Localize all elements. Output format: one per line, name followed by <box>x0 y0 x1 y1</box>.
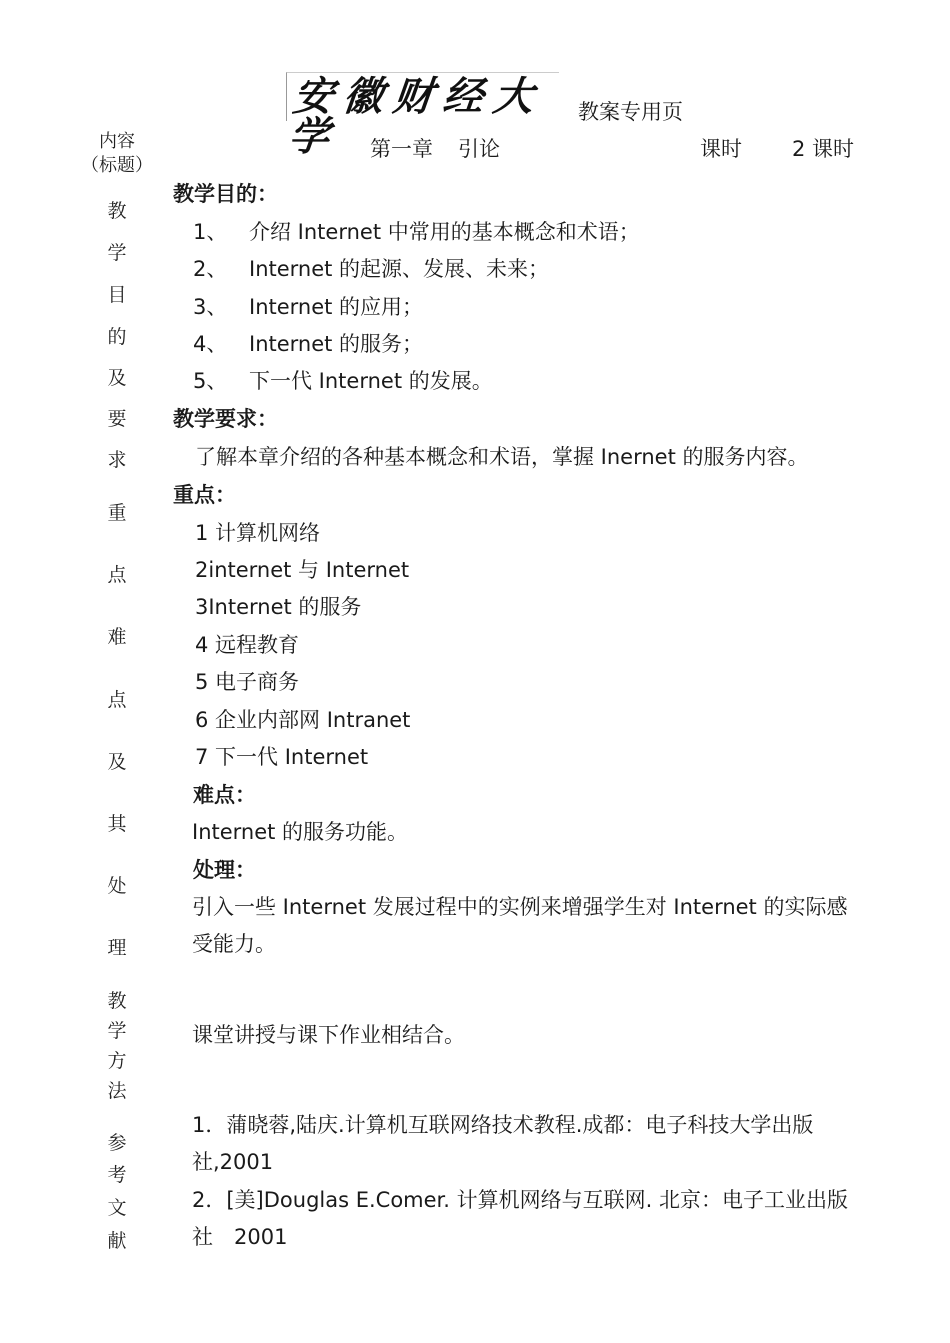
chapter-number: 第一章 <box>370 137 433 161</box>
sidebar-char: 法 <box>107 1080 127 1102</box>
sidebar-char: 文 <box>107 1197 127 1219</box>
sidebar-char: 求 <box>107 449 127 471</box>
hours-value: 2 课时 <box>792 137 855 161</box>
objective-number: 4、 <box>193 332 228 356</box>
key-point-item: 3Internet 的服务 <box>195 595 362 619</box>
objective-text: Internet 的起源、发展、未来； <box>249 257 550 281</box>
sidebar-char: 其 <box>107 813 127 835</box>
key-point-item: 1 计算机网络 <box>195 521 321 545</box>
sidebar-char: 学 <box>107 242 127 264</box>
requirements-heading: 教学要求： <box>173 407 278 431</box>
objective-text: 下一代 Internet 的发展。 <box>249 369 493 393</box>
sidebar-char: 目 <box>107 284 127 306</box>
handling-text: 引入一些 Internet 发展过程中的实例来增强学生对 Internet 的实际感受能力。 <box>192 895 848 956</box>
sidebar-title-line: 内容 <box>99 131 135 152</box>
sidebar-char: 及 <box>107 751 127 773</box>
handling-heading: 处理： <box>193 858 256 882</box>
objective-number: 2、 <box>193 257 228 281</box>
objective-text: 介绍 Internet 中常用的基本概念和术语； <box>249 220 640 244</box>
sidebar-title-line: （标题） <box>81 155 153 176</box>
sidebar-char: 学 <box>107 1020 127 1042</box>
objective-number: 1、 <box>193 220 228 244</box>
objective-number: 3、 <box>193 295 228 319</box>
sidebar-title <box>78 130 156 178</box>
key-points-heading: 重点： <box>173 483 236 507</box>
page-type-label: 教案专用页 <box>578 100 683 124</box>
sidebar-char: 难 <box>107 626 127 648</box>
sidebar-char: 理 <box>107 937 127 959</box>
reference-item: 2．[美]Douglas E.Comer. 计算机网络与互联网. 北京：电子工业出版社 2001 <box>192 1188 848 1249</box>
objective-text: Internet 的服务； <box>249 332 424 356</box>
sidebar-char: 要 <box>107 408 127 430</box>
sidebar-char: 参 <box>107 1132 127 1154</box>
difficulties-heading: 难点： <box>193 783 256 807</box>
sidebar-char: 的 <box>107 326 127 348</box>
methods-text: 课堂讲授与课下作业相结合。 <box>192 1023 465 1047</box>
key-point-item: 6 企业内部网 Intranet <box>195 708 411 732</box>
objective-number: 5、 <box>193 369 228 393</box>
sidebar-char: 点 <box>107 564 127 586</box>
sidebar-char: 教 <box>107 990 127 1012</box>
difficulties-text: Internet 的服务功能。 <box>192 820 409 844</box>
sidebar-char: 考 <box>107 1164 127 1186</box>
sidebar-char: 献 <box>107 1230 127 1252</box>
key-point-item: 4 远程教育 <box>195 633 300 657</box>
key-point-item: 7 下一代 Internet <box>195 745 369 769</box>
sidebar-char: 教 <box>107 200 127 222</box>
key-point-item: 5 电子商务 <box>195 670 300 694</box>
chapter-title: 引论 <box>458 137 500 161</box>
hours-label: 课时 <box>700 137 742 161</box>
logo-text: 安徽财经大学 <box>286 73 546 160</box>
sidebar-char: 方 <box>107 1050 127 1072</box>
objectives-heading: 教学目的： <box>173 182 278 206</box>
reference-item: 1．蒲晓蓉,陆庆.计算机互联网络技术教程.成都：电子科技大学出版社,2001 <box>192 1113 814 1174</box>
sidebar-char: 及 <box>107 367 127 389</box>
key-point-item: 2internet 与 Internet <box>195 558 410 582</box>
sidebar-char: 重 <box>107 502 127 524</box>
sidebar-char: 处 <box>107 875 127 897</box>
objective-text: Internet 的应用； <box>249 295 424 319</box>
sidebar-char: 点 <box>107 689 127 711</box>
requirements-text: 了解本章介绍的各种基本概念和术语，掌握 Inernet 的服务内容。 <box>195 445 809 469</box>
